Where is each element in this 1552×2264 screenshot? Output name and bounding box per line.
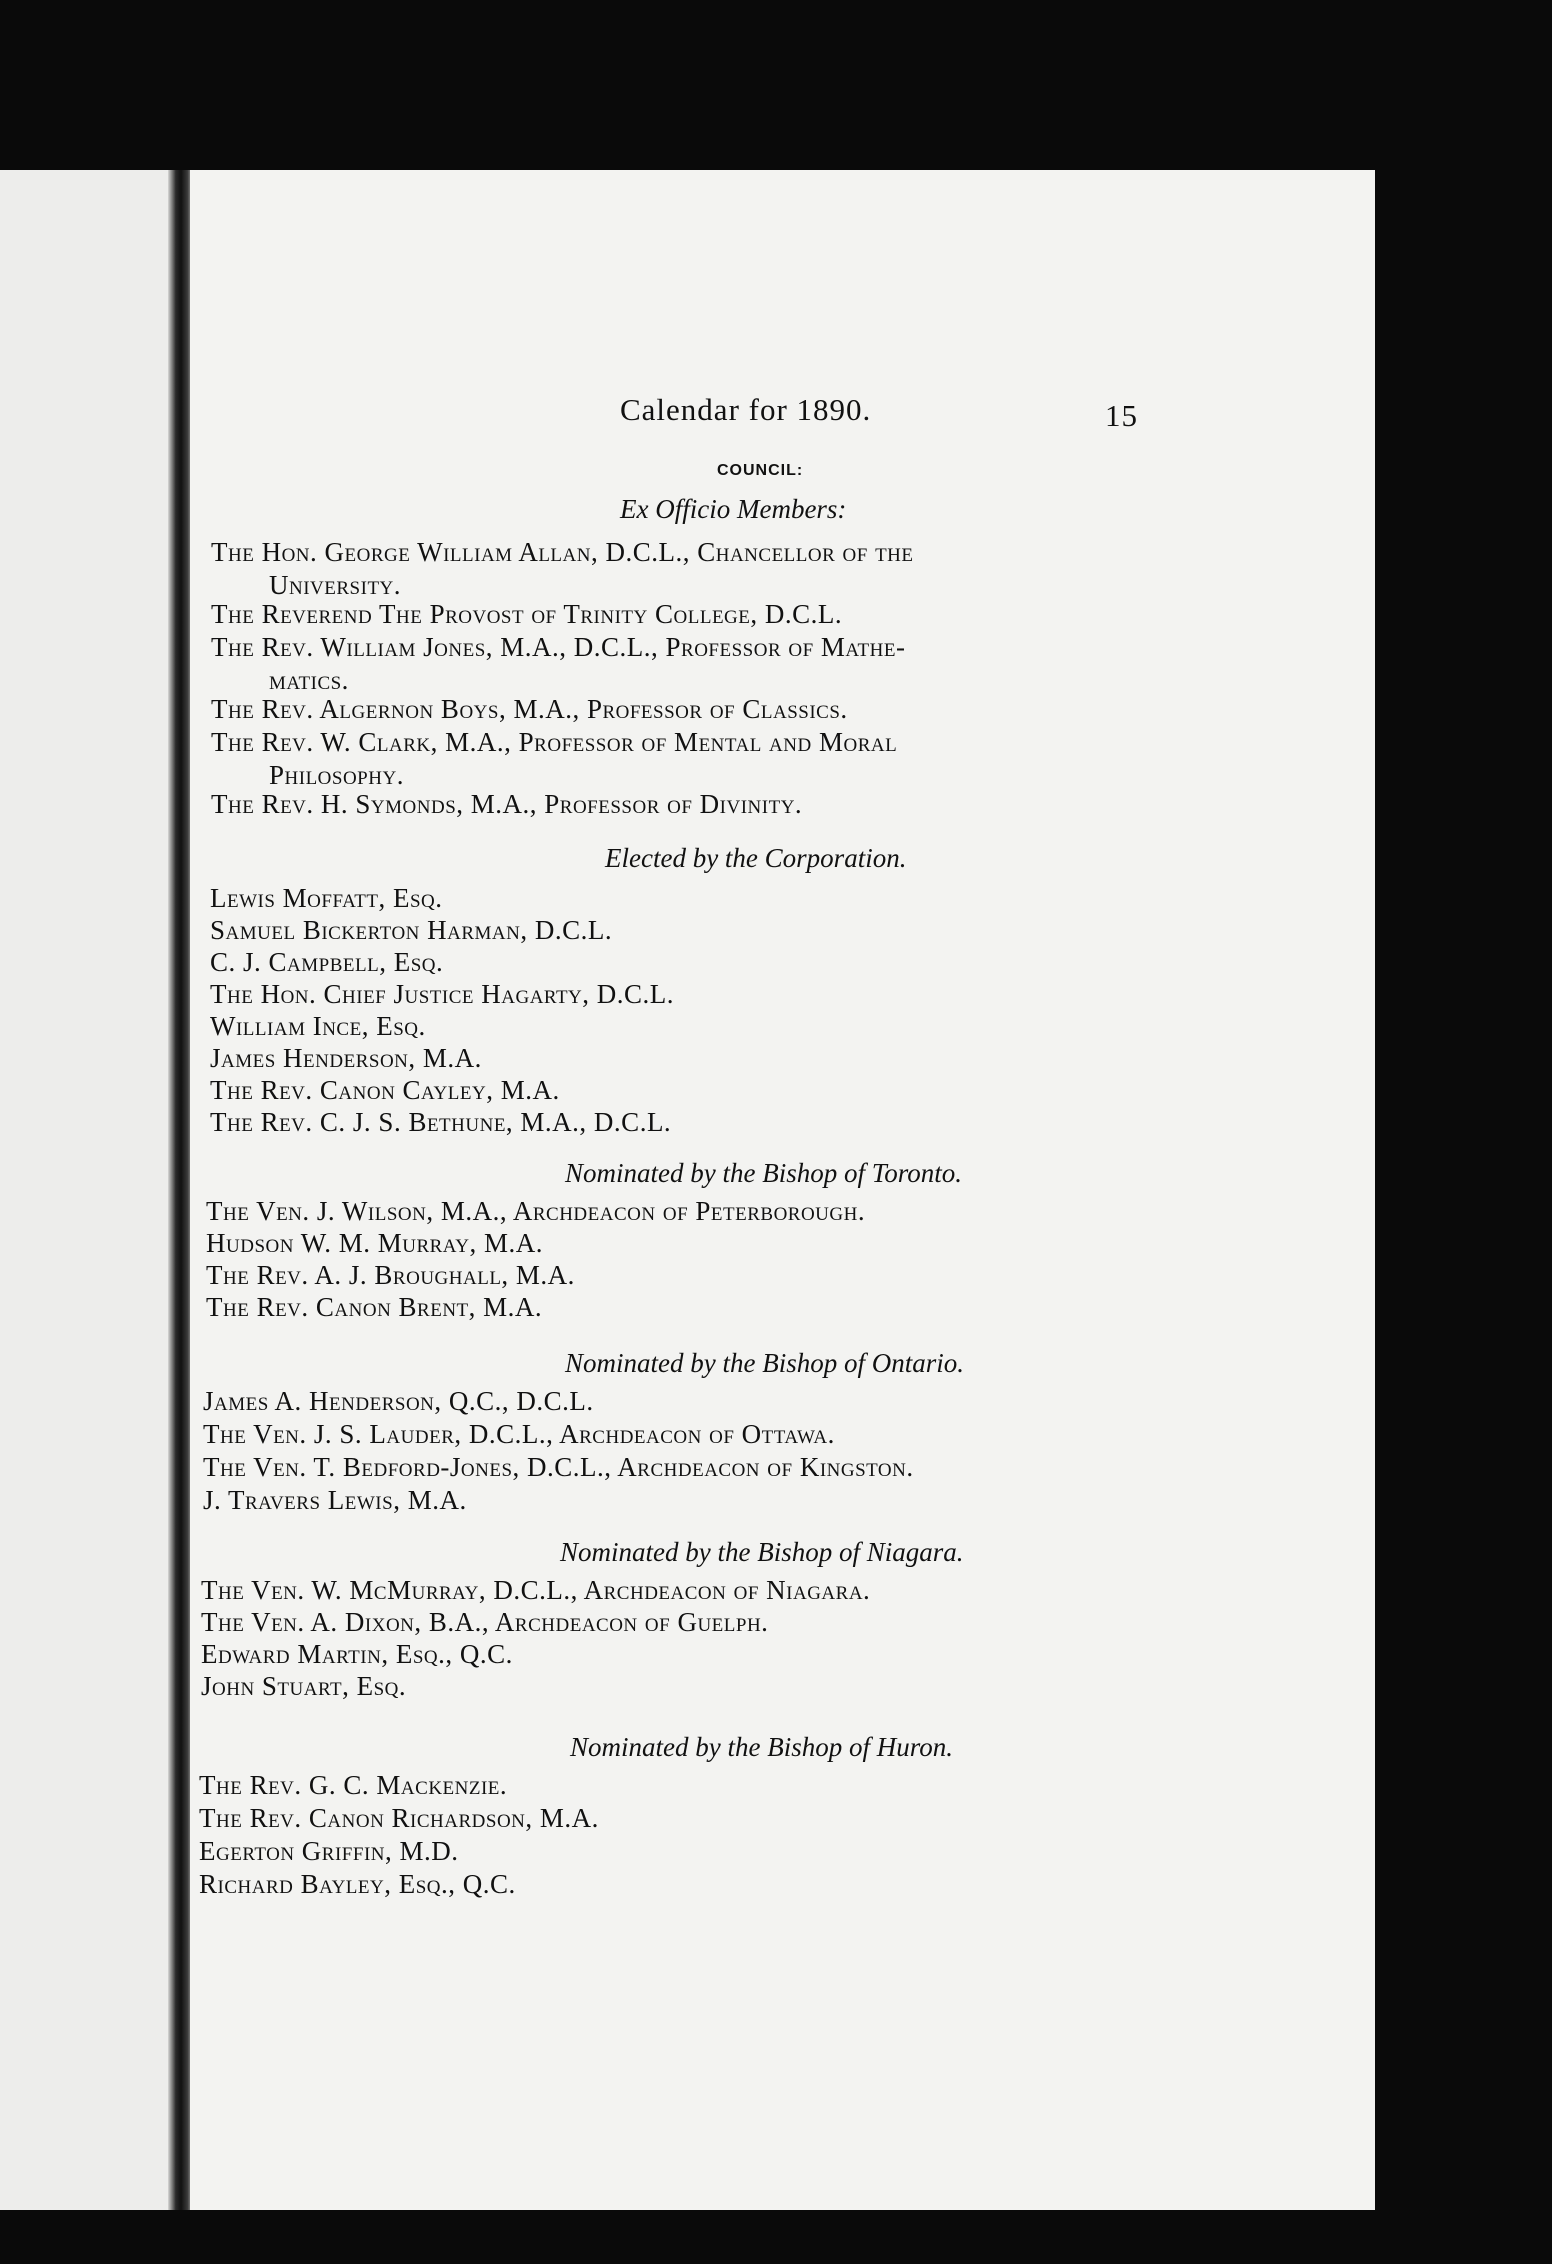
- member-entry: C. J. Campbell, Esq.: [210, 947, 444, 977]
- member-entry: The Rev. Canon Cayley, M.A.: [210, 1075, 560, 1105]
- group-heading: Nominated by the Bishop of Toronto.: [565, 1158, 963, 1188]
- group-heading: Nominated by the Bishop of Niagara.: [560, 1537, 964, 1567]
- member-entry: James A. Henderson, Q.C., D.C.L.: [203, 1386, 594, 1416]
- member-entry: The Rev. Algernon Boys, M.A., Professor of Classics.: [211, 694, 848, 724]
- member-entry: The Ven. J. S. Lauder, D.C.L., Archdeacon of Ottawa.: [203, 1419, 835, 1449]
- section-title: COUNCIL:: [717, 462, 804, 479]
- member-entry: Samuel Bickerton Harman, D.C.L.: [210, 915, 613, 945]
- member-entry: The Hon. George William Allan, D.C.L., Chancellor of the: [211, 537, 914, 567]
- member-entry: John Stuart, Esq.: [201, 1671, 407, 1701]
- member-entry: The Rev. William Jones, M.A., D.C.L., Professor of Mathe-: [211, 632, 906, 662]
- member-entry: The Ven. T. Bedford-Jones, D.C.L., Archdeacon of Kingston.: [203, 1452, 914, 1482]
- member-entry: The Rev. H. Symonds, M.A., Professor of Divinity.: [211, 789, 803, 819]
- running-title: Calendar for 1890.: [620, 392, 872, 427]
- group-heading: Nominated by the Bishop of Huron.: [570, 1732, 953, 1762]
- member-entry-continuation: matics.: [269, 665, 349, 695]
- member-entry: The Rev. Canon Brent, M.A.: [206, 1292, 543, 1322]
- member-entry: J. Travers Lewis, M.A.: [203, 1485, 467, 1515]
- member-entry-continuation: Philosophy.: [269, 760, 404, 790]
- member-entry: The Reverend The Provost of Trinity College, D.C.L.: [211, 599, 843, 629]
- member-entry: The Rev. A. J. Broughall, M.A.: [206, 1260, 575, 1290]
- page-number: 15: [1105, 398, 1138, 433]
- member-entry: Lewis Moffatt, Esq.: [210, 883, 443, 913]
- member-entry: The Rev. W. Clark, M.A., Professor of Mental and Moral: [211, 727, 898, 757]
- member-entry: The Ven. J. Wilson, M.A., Archdeacon of Peterborough.: [206, 1196, 866, 1226]
- member-entry: The Rev. C. J. S. Bethune, M.A., D.C.L.: [210, 1107, 672, 1137]
- member-entry: Edward Martin, Esq., Q.C.: [201, 1639, 513, 1669]
- group-heading: Elected by the Corporation.: [605, 843, 907, 873]
- member-entry: Richard Bayley, Esq., Q.C.: [199, 1869, 516, 1899]
- member-entry: The Ven. W. McMurray, D.C.L., Archdeacon of Niagara.: [201, 1575, 871, 1605]
- document-page: [190, 170, 1375, 2210]
- facing-page-edge: [0, 170, 178, 2210]
- group-heading: Nominated by the Bishop of Ontario.: [565, 1348, 964, 1378]
- member-entry-continuation: University.: [269, 570, 402, 600]
- member-entry: The Hon. Chief Justice Hagarty, D.C.L.: [210, 979, 675, 1009]
- member-entry: William Ince, Esq.: [210, 1011, 426, 1041]
- member-entry: James Henderson, M.A.: [210, 1043, 482, 1073]
- member-entry: Hudson W. M. Murray, M.A.: [206, 1228, 544, 1258]
- member-entry: The Rev. Canon Richardson, M.A.: [199, 1803, 599, 1833]
- member-entry: Egerton Griffin, M.D.: [199, 1836, 459, 1866]
- group-heading: Ex Officio Members:: [620, 494, 847, 524]
- member-entry: The Ven. A. Dixon, B.A., Archdeacon of Guelph.: [201, 1607, 769, 1637]
- member-entry: The Rev. G. C. Mackenzie.: [199, 1770, 508, 1800]
